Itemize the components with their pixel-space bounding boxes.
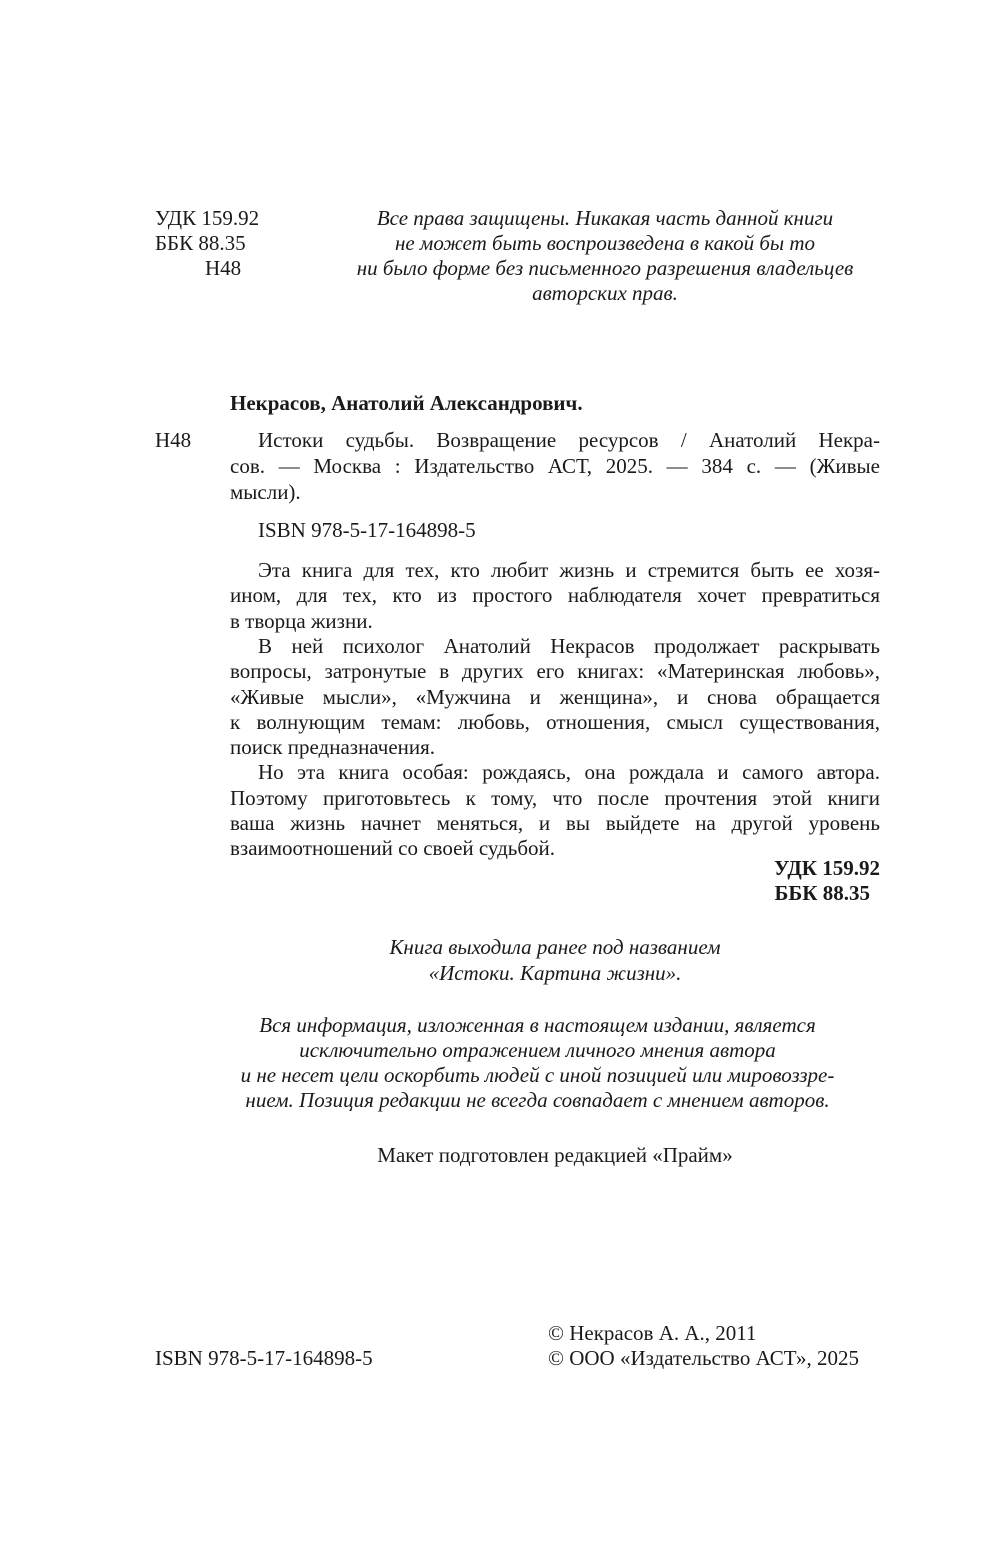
rights-notice-line: Все права защищены. Никакая часть данной книги (376, 206, 834, 230)
catalog-udk: УДК 159.92 (774, 856, 880, 880)
disclaimer-line: Вся информация, изложенная в настоящем издании, является (259, 1013, 816, 1037)
annotation-line: ином, для тех, кто из простого наблюдателя хочет превратиться (230, 583, 880, 608)
rights-notice-line: ни было форме без письменного разрешения владельцев (356, 256, 854, 280)
annotation-line: к волнующим темам: любовь, отношения, смысл существования, (230, 709, 880, 734)
bbk-code: ББК 88.35 (155, 231, 246, 255)
rights-notice-line: не может быть воспроизведена в какой бы то (394, 231, 816, 255)
annotation-line: вопросы, затронутые в других его книгах: «Материнская любовь», (230, 659, 880, 684)
copyright-author: © Некрасов А. А., 2011 (548, 1321, 757, 1345)
annotation-line: взаимоотношений со своей судьбой. (230, 836, 556, 861)
annotation-line: поиск предназначения. (230, 735, 436, 760)
annotation-line: «Живые мысли», «Мужчина и женщина», и снова обращается (230, 684, 880, 709)
annotation-line: В ней психолог Анатолий Некрасов продолжает раскрывать (258, 633, 880, 658)
copyright-publisher: © ООО «Издательство АСТ», 2025 (548, 1346, 859, 1370)
disclaimer-line: исключительно отражением личного мнения автора (299, 1038, 776, 1062)
udk-code: УДК 159.92 (155, 206, 260, 230)
catalog-bbk: ББК 88.35 (774, 881, 870, 905)
catalog-entry-line: сов. — Москва : Издательство АСТ, 2025. — 384 с. — (Живые (230, 454, 880, 478)
annotation-line: Но эта книга особая: рождаясь, она рождала и самого автора. (258, 760, 880, 785)
previous-title-line: «Истоки. Картина жизни». (428, 961, 682, 985)
catalog-entry-line: Истоки судьбы. Возвращение ресурсов / Анатолий Некра- (258, 428, 880, 452)
rights-notice-line: авторских прав. (532, 281, 678, 305)
annotation-line: ваша жизнь начнет меняться, и вы выйдете на другой уровень (230, 811, 880, 835)
previous-title-line: Книга выходила ранее под названием (389, 935, 721, 959)
footer-isbn: ISBN 978-5-17-164898-5 (155, 1346, 373, 1370)
author-mark: Н48 (205, 256, 242, 280)
annotation-line: Поэтому приготовьтесь к тому, что после прочтения этой книги (230, 785, 880, 810)
catalog-author: Некрасов, Анатолий Александрович. (230, 391, 583, 415)
disclaimer-line: нием. Позиция редакции не всегда совпадает с мнением авторов. (245, 1088, 830, 1112)
catalog-entry-line: мысли). (230, 480, 301, 504)
layout-credit: Макет подготовлен редакцией «Прайм» (377, 1143, 733, 1167)
annotation-line: Эта книга для тех, кто любит жизнь и стремится быть ее хозя- (258, 558, 880, 582)
catalog-isbn: ISBN 978-5-17-164898-5 (258, 518, 476, 542)
annotation-line: в творца жизни. (230, 608, 373, 633)
catalog-author-mark: Н48 (155, 428, 192, 452)
disclaimer-line: и не несет цели оскорбить людей с иной позицией или мировоззре- (240, 1063, 835, 1087)
